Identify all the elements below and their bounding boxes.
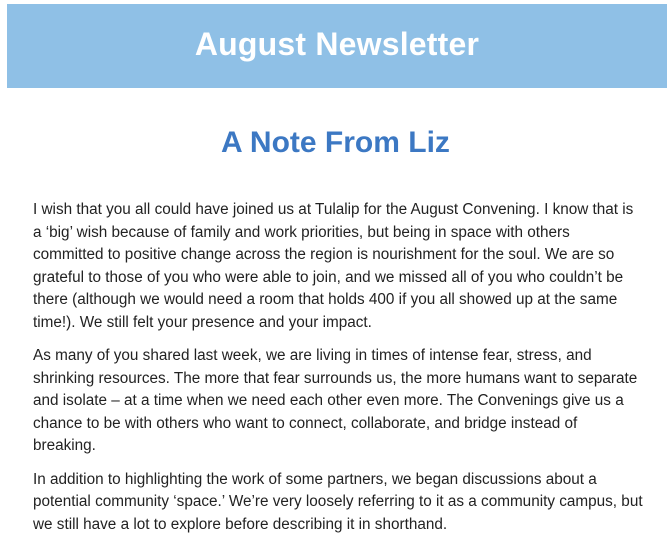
newsletter-body	[33, 199, 643, 533]
newsletter-title: August Newsletter	[194, 25, 480, 62]
newsletter-banner	[7, 4, 667, 88]
section-heading: A Note From Liz	[221, 126, 450, 159]
paragraph: In addition to highlighting the work of some partners, we began discussions about a potential community ‘space.’ We’re very loosely referring to it as a community campus, but we still have a lot to explore before describing it in shorthand.	[33, 470, 643, 533]
paragraph: I wish that you all could have joined us at Tulalip for the August Convening. I know that is a ‘big’ wish because of family and work priorities, but being in space with others committed to positive change across the region is nourishment for the soul. We are so grateful to those of you who were able to join, and we missed all of you who couldn’t be there (although we would need a room that holds 400 if you all showed up at the same time!). We still felt your presence and your impact.	[33, 201, 634, 331]
paragraph: As many of you shared last week, we are living in times of intense fear, stress, and shrinking resources. The more that fear surrounds us, the more humans want to separate and isolate – at a time when we need each other even more. The Convenings give us a chance to be with others who want to connect, collaborate, and bridge instead of breaking.	[33, 347, 638, 454]
